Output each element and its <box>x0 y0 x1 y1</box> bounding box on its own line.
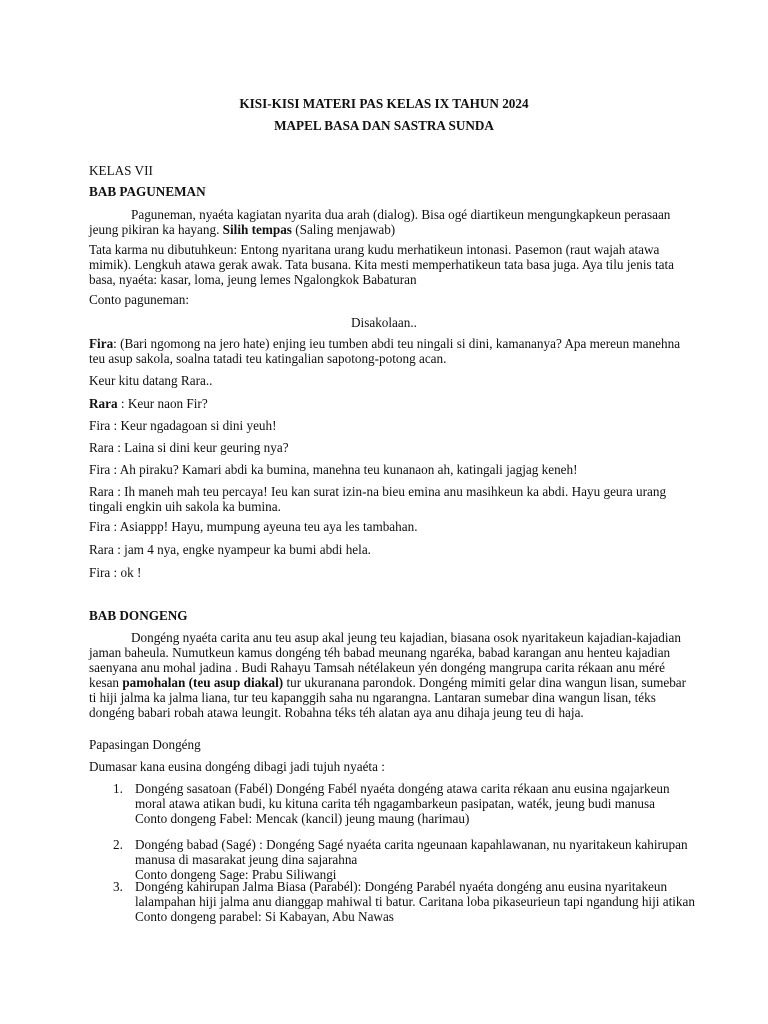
section-heading-paguneman: BAB PAGUNEMAN <box>89 184 206 199</box>
intro-text: Paguneman, nyaéta kagiatan nyarita dua arah (dialog). Bisa ogé diartikeun mengungkapkeun perasaan jeung pikiran ka hayang. <box>89 207 671 237</box>
dialog-speaker: Rara <box>89 396 118 411</box>
document-subtitle: MAPEL BASA DAN SASTRA SUNDA <box>274 118 494 133</box>
dialog-line: Keur kitu datang Rara.. <box>89 373 213 388</box>
dialog-line <box>89 336 689 366</box>
intro-text: Dongéng nyaéta carita anu teu asup akal jeung teu kajadian, biasana osok nyaritakeun kajadian-kajadian jaman baheula. Numutkeun kamus dongéng téh babad meunang ngaréka, babad karangan anu henteu kajadian saenyana anu mohal jadina . Budi Rahayu Tamsah nétélakeun yén dongéng mangrupa carita rékaan anu méré kesan <box>89 630 681 690</box>
example-label: Conto paguneman: <box>89 292 189 307</box>
intro-text-end: tur ukuranana parondok. Dongéng mimiti gelar dina wangun lisan, sumebar ti hiji jalma ka jalma liana, tur teu kapanggih saha nu ngarangna. Lantaran sumebar dina wangun lisan, téks dongéng babari robah atawa leungit. Robahna téks téh alatan aya anu dihaja jeung teu di haja. <box>89 675 687 720</box>
list-item-body <box>135 781 695 826</box>
list-item-text: Dongéng babad (Sagé) : Dongéng Sagé nyaéta carita ngeunaan kapahlawanan, nu nyaritakeun kahirupan manusa di masarakat jeung dina sajarahna <box>135 837 688 867</box>
dialog-text: : (Bari ngomong na jero hate) enjing ieu tumben abdi teu ningali si dini, kamananya? Apa mereun manehna teu asup sakola, soalna tatadi teu katingalian sapotong-potong acan. <box>89 336 681 366</box>
paragraph-dumasar: Dumasar kana eusina dongéng dibagi jadi tujuh nyaéta : <box>89 759 385 774</box>
dialog-line: Fira : ok ! <box>89 565 142 580</box>
class-label: KELAS VII <box>89 163 153 178</box>
list-item-body <box>135 879 695 924</box>
subheading-papasingan: Papasingan Dongéng <box>89 737 201 752</box>
dialog-line: Rara : Laina si dini keur geuring nya? <box>89 440 289 455</box>
list-item-text: Dongéng sasatoan (Fabél) Dongéng Fabél nyaéta dongéng atawa carita rékaan anu eusina ngajarkeun moral atawa atikan budi, ku kituna carita téh ngagambarkeun pasipatan, waték, jeung budi manusa <box>135 781 670 811</box>
paragraph-tata-krama: Tata karma nu dibutuhkeun: Entong nyaritana urang kudu merhatikeun intonasi. Pasemon (raut wajah atawa mimik). Lengkuh atawa gerak awak. Tata busana. Kita mesti memperhatikeun tata basa juga. Aya tilu jenis tata basa, nyaéta: kasar, loma, jeung lemes Ngalongkok Babaturan <box>89 242 675 287</box>
dialog-line <box>89 396 689 411</box>
dialog-speaker: Fira <box>89 336 114 351</box>
dialog-text: : Keur naon Fir? <box>117 396 208 411</box>
intro-text-end: (Saling menjawab) <box>291 222 396 237</box>
list-item-example: Conto dongeng Fabel: Mencak (kancil) jeung maung (harimau) <box>135 811 470 826</box>
list-item-number: 1. <box>113 781 123 796</box>
section-heading-dongeng: BAB DONGENG <box>89 608 188 623</box>
dialog-line: Fira : Keur ngadagoan si dini yeuh! <box>89 418 277 433</box>
dialog-line: Rara : jam 4 nya, engke nyampeur ka bumi abdi hela. <box>89 542 371 557</box>
dialog-line: Rara : Ih maneh mah teu percaya! Ieu kan surat izin-na bieu emina anu masihkeun ka abdi. Hayu geura urang tingali engkin uih sakola ka bumina. <box>89 484 667 514</box>
list-item-body <box>135 837 695 882</box>
list-item-number: 3. <box>113 879 123 894</box>
paragraph-dongeng-intro <box>89 630 689 720</box>
list-item-example: Conto dongeng Sage: Prabu Siliwangi <box>135 867 337 882</box>
intro-bold-term: Silih tempas <box>222 222 292 237</box>
dialog-line: Fira : Ah piraku? Kamari abdi ka bumina, manehna teu kunanaon ah, katingali jagjag keneh! <box>89 462 578 477</box>
list-item-number: 2. <box>113 837 123 852</box>
dialog-line: Fira : Asiappp! Hayu, mumpung ayeuna teu aya les tambahan. <box>89 519 418 534</box>
intro-bold-term: pamohalan (teu asup diakal) <box>122 675 284 690</box>
paragraph-paguneman-intro <box>89 207 689 237</box>
document-title: KISI-KISI MATERI PAS KELAS IX TAHUN 2024 <box>239 96 529 111</box>
list-item-example: Conto dongeng parabel: Si Kabayan, Abu Nawas <box>135 909 394 924</box>
dialog-setting: Disakolaan.. <box>351 315 417 330</box>
list-item-text: Dongéng kahirupan Jalma Biasa (Parabél): Dongéng Parabél nyaéta dongéng anu eusina nyaritakeun lalampahan hiji jalma anu dianggap mahiwal ti batur. Caritana loba pikaseurieun tapi ngandung hiji atikan <box>135 879 695 909</box>
